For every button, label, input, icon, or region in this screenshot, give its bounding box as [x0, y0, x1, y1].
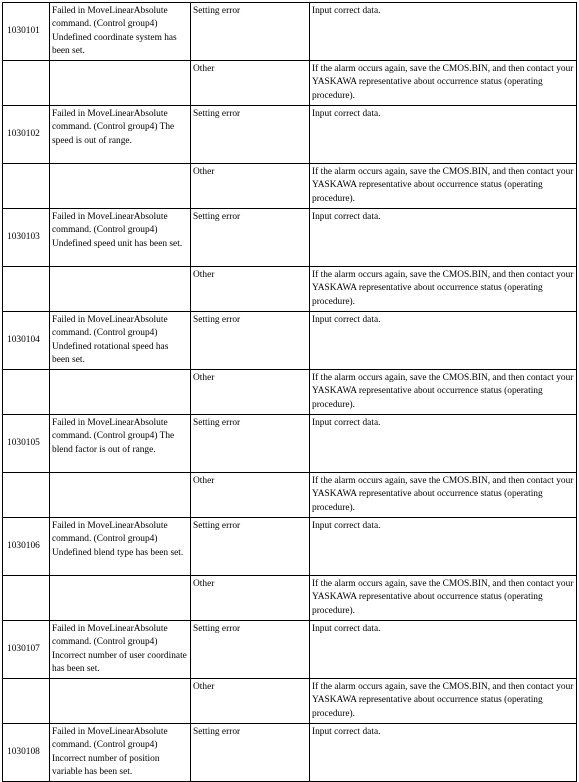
table-row — [3, 164, 577, 209]
alarm-code-cell: 1030106 — [3, 518, 50, 576]
alarm-cause-cell: Setting error — [191, 621, 310, 679]
alarm-cause-cell: Setting error — [191, 415, 310, 473]
alarm-code-cell: 1030107 — [3, 621, 50, 679]
table-row — [3, 209, 577, 267]
table-row — [3, 370, 577, 415]
table-row — [3, 576, 577, 621]
alarm-description-cell: Failed in MoveLinearAbsolute command. (Control group4) Undefined rotational speed has been set. — [50, 312, 191, 370]
alarm-cause-cell: Setting error — [191, 209, 310, 267]
alarm-remedy-cell: Input correct data. — [310, 209, 577, 267]
table-row — [3, 724, 577, 782]
alarm-cause-cell: Setting error — [191, 106, 310, 164]
table-row — [3, 621, 577, 679]
table-row — [3, 415, 577, 473]
alarm-code-cell: 1030101 — [3, 3, 50, 61]
alarm-remedy-cell: Input correct data. — [310, 518, 577, 576]
alarm-remedy-cell: Input correct data. — [310, 3, 577, 61]
alarm-cause-cell: Setting error — [191, 724, 310, 782]
alarm-description-cell: Failed in MoveLinearAbsolute command. (Control group4) The speed is out of range. — [50, 106, 191, 164]
alarm-code-cell: 1030102 — [3, 106, 50, 164]
alarm-cause-cell: Setting error — [191, 3, 310, 61]
alarm-description-cell: Failed in MoveLinearAbsolute command. (Control group4) Undefined speed unit has been set. — [50, 209, 191, 267]
alarm-description-cell: Failed in MoveLinearAbsolute command. (Control group4) The blend factor is out of range. — [50, 415, 191, 473]
alarm-description-cell: Failed in MoveLinearAbsolute command. (Control group4) Incorrect number of position variable has been set. — [50, 724, 191, 782]
alarm-remedy-cell: If the alarm occurs again, save the CMOS.BIN, and then contact your YASKAWA representative about occurrence status (operating procedure). — [310, 473, 577, 518]
alarm-cause-cell: Other — [191, 679, 310, 724]
alarm-remedy-cell: If the alarm occurs again, save the CMOS.BIN, and then contact your YASKAWA representative about occurrence status (operating procedure). — [310, 679, 577, 724]
table-row — [3, 267, 577, 312]
alarm-description-cell — [50, 679, 191, 724]
alarm-remedy-cell: Input correct data. — [310, 106, 577, 164]
alarm-remedy-cell: Input correct data. — [310, 621, 577, 679]
table-row — [3, 3, 577, 61]
alarm-description-cell: Failed in MoveLinearAbsolute command. (Control group4) Undefined blend type has been set. — [50, 518, 191, 576]
alarm-code-cell: 1030103 — [3, 209, 50, 267]
alarm-remedy-cell: If the alarm occurs again, save the CMOS.BIN, and then contact your YASKAWA representative about occurrence status (operating procedure). — [310, 267, 577, 312]
alarm-description-cell: Failed in MoveLinearAbsolute command. (Control group4) Undefined coordinate system has been set. — [50, 3, 191, 61]
alarm-table — [2, 2, 577, 782]
alarm-remedy-cell: If the alarm occurs again, save the CMOS.BIN, and then contact your YASKAWA representative about occurrence status (operating procedure). — [310, 61, 577, 106]
alarm-description-cell — [50, 370, 191, 415]
alarm-code-cell — [3, 679, 50, 724]
alarm-code-cell — [3, 61, 50, 106]
alarm-table-body — [3, 3, 577, 782]
table-row — [3, 61, 577, 106]
alarm-description-cell: Failed in MoveLinearAbsolute command. (Control group4) Incorrect number of user coordinate has been set. — [50, 621, 191, 679]
table-row — [3, 679, 577, 724]
alarm-description-cell — [50, 267, 191, 312]
alarm-remedy-cell: Input correct data. — [310, 415, 577, 473]
alarm-cause-cell: Other — [191, 576, 310, 621]
alarm-cause-cell: Other — [191, 164, 310, 209]
alarm-description-cell — [50, 61, 191, 106]
alarm-cause-cell: Other — [191, 267, 310, 312]
table-row — [3, 518, 577, 576]
alarm-description-cell — [50, 473, 191, 518]
alarm-cause-cell: Other — [191, 61, 310, 106]
alarm-code-cell — [3, 370, 50, 415]
alarm-remedy-cell: Input correct data. — [310, 724, 577, 782]
alarm-cause-cell: Other — [191, 473, 310, 518]
alarm-description-cell — [50, 164, 191, 209]
alarm-code-cell: 1030108 — [3, 724, 50, 782]
alarm-remedy-cell: If the alarm occurs again, save the CMOS.BIN, and then contact your YASKAWA representative about occurrence status (operating procedure). — [310, 576, 577, 621]
alarm-remedy-cell: If the alarm occurs again, save the CMOS.BIN, and then contact your YASKAWA representative about occurrence status (operating procedure). — [310, 370, 577, 415]
alarm-code-cell — [3, 473, 50, 518]
alarm-code-cell — [3, 164, 50, 209]
alarm-remedy-cell: If the alarm occurs again, save the CMOS.BIN, and then contact your YASKAWA representative about occurrence status (operating procedure). — [310, 164, 577, 209]
alarm-code-cell: 1030105 — [3, 415, 50, 473]
alarm-remedy-cell: Input correct data. — [310, 312, 577, 370]
alarm-cause-cell: Setting error — [191, 312, 310, 370]
alarm-code-cell — [3, 267, 50, 312]
alarm-description-cell — [50, 576, 191, 621]
alarm-code-cell: 1030104 — [3, 312, 50, 370]
alarm-code-cell — [3, 576, 50, 621]
table-row — [3, 312, 577, 370]
table-row — [3, 473, 577, 518]
alarm-cause-cell: Setting error — [191, 518, 310, 576]
alarm-cause-cell: Other — [191, 370, 310, 415]
table-row — [3, 106, 577, 164]
